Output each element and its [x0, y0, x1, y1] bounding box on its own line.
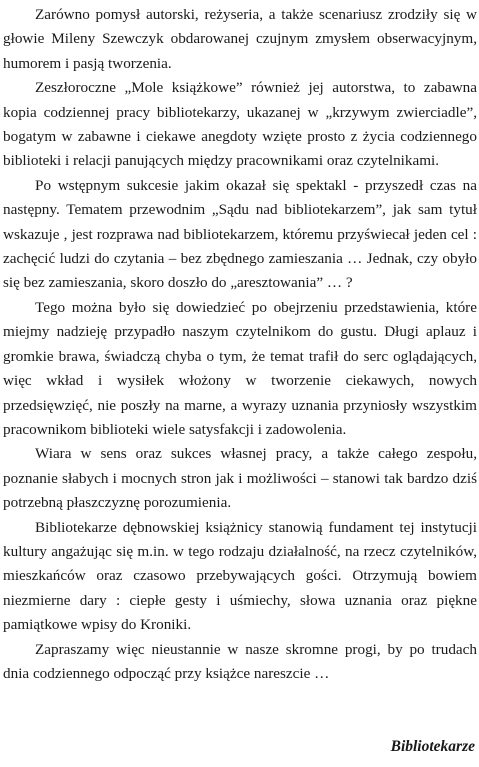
paragraph-7: Zapraszamy więc nieustannie w nasze skromne progi, by po trudach dnia codziennego odpocząć przy książce nareszcie … — [3, 640, 477, 682]
signature: Bibliotekarze — [390, 738, 475, 755]
paragraph-5: Wiara w sens oraz sukces własnej pracy, a także całego zespołu, poznanie słabych i mocnych stron jak i możliwości – stanowi tak bardzo dziś potrzebną płaszczyznę porozumienia. — [3, 445, 477, 512]
paragraph-6: Bibliotekarze dębnowskiej książnicy stanowią fundament tej instytucji kultury angażując się m.in. w tego rodzaju działalność, na rzecz czytelników, mieszkańców oraz czasowo przebywających gości. Otrzymują bowiem niezmierne dary : ciepłe gesty i uśmiechy, słowa uznania oraz piękne pamiątkowe wpisy do Kroniki. — [3, 518, 477, 634]
paragraph-3: Po wstępnym sukcesie jakim okazał się spektakl - przyszedł czas na następny. Tematem przewodnim „Sądu nad bibliotekarzem”, jak sam tytuł wskazuje , jest rozprawa nad bibliotekarzem, któremu przyświecał jeden cel : zachęcić ludzi do czytania – bez zbędnego zamieszania … Jednak, czy obyło się bez zamieszania, skoro doszło do „aresztowania” … ? — [3, 176, 477, 292]
paragraph-2: Zeszłoroczne „Mole książkowe” również jej autorstwa, to zabawna kopia codziennej pracy bibliotekarzy, ukazanej w „krzywym zwierciadle”, bogatym w zabawne i ciekawe anegdoty wzięte prosto z życia codziennego biblioteki i relacji panujących między pracownikami oraz czytelnikami. — [3, 79, 477, 170]
paragraph-4: Tego można było się dowiedzieć po obejrzeniu przedstawienia, które miejmy nadzieję przypadło naszym czytelnikom do gustu. Długi aplauz i gromkie brawa, świadczą chyba o tym, że temat trafił do serc oglądających, więc wkład i wysiłek włożony w tworzenie ciekawych, nowych przedsięwzięć, nie poszły na marne, a wyrazy uznania przyniosły wszystkim pracownikom biblioteki wiele satysfakcji i zadowolenia. — [3, 298, 477, 438]
paragraph-1: Zarówno pomysł autorski, reżyseria, a także scenariusz zrodziły się w głowie Mileny Szewczyk obdarowanej czujnym zmysłem obserwacyjnym, humorem i pasją tworzenia. — [3, 6, 477, 72]
